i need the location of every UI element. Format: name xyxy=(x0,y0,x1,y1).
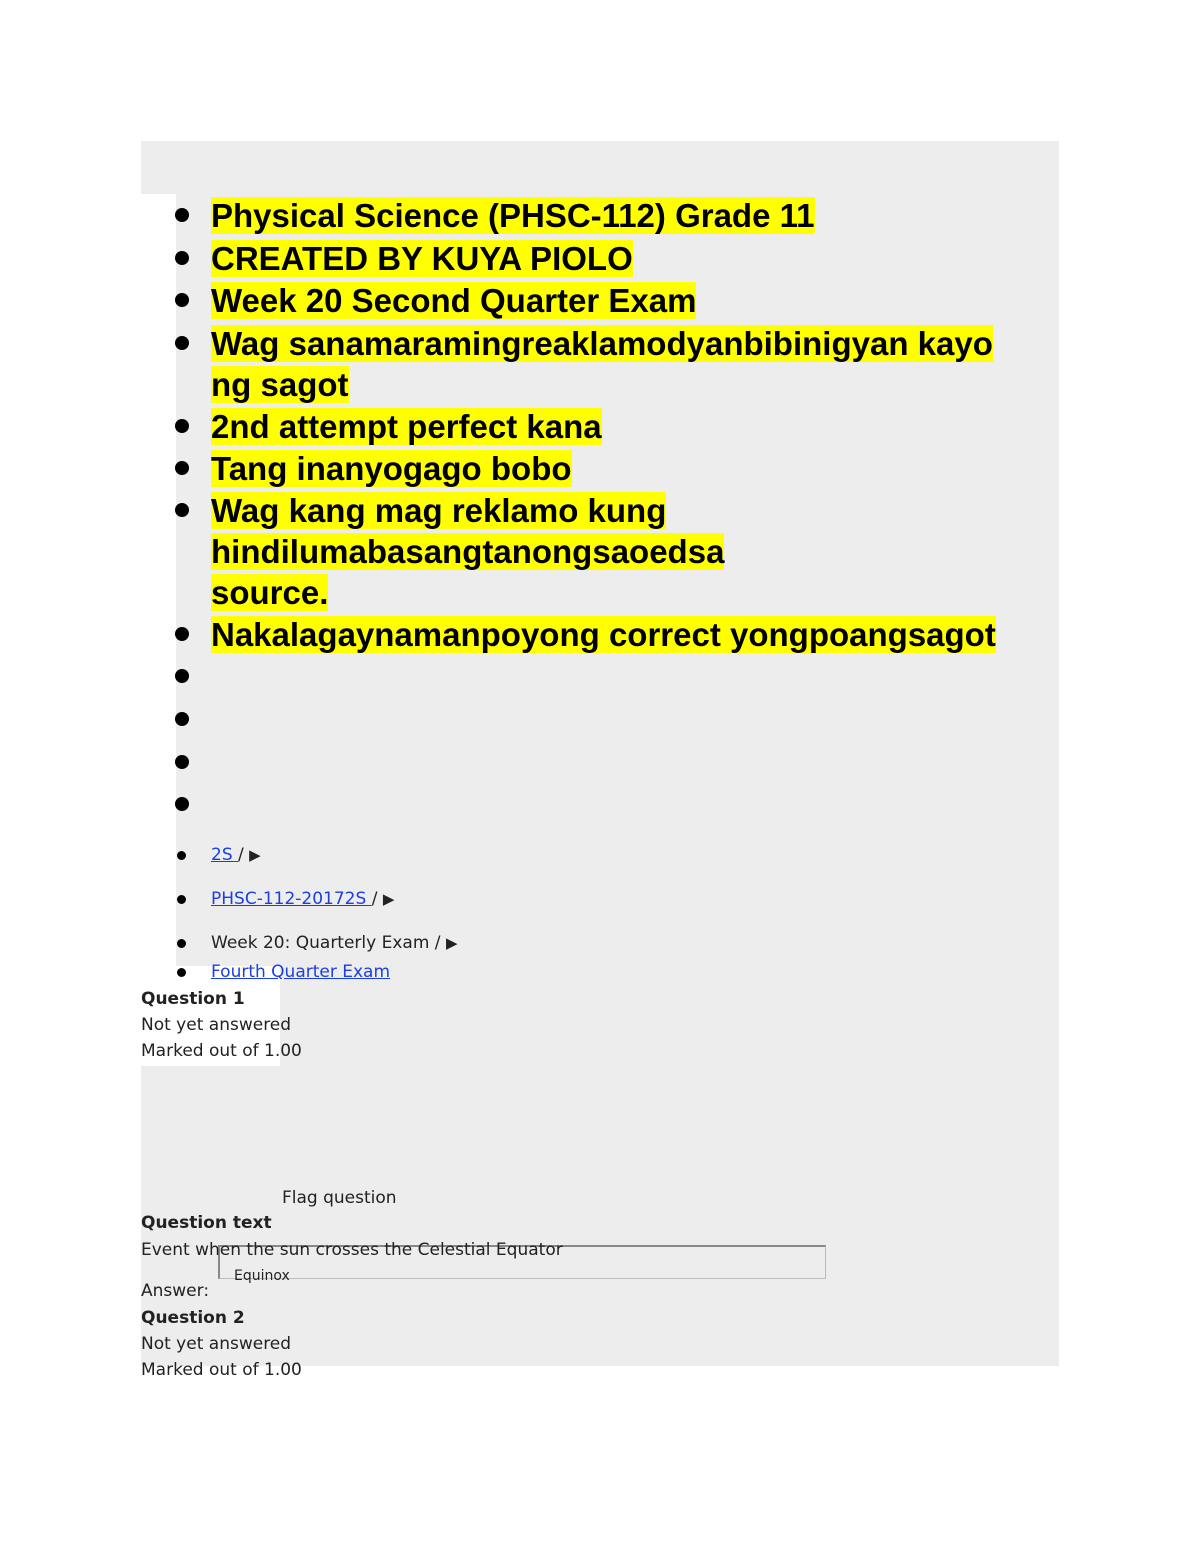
list-bullet xyxy=(175,251,189,265)
list-bullet xyxy=(177,851,186,860)
header-line-1: Physical Science (PHSC-112) Grade 11 xyxy=(211,197,815,234)
list-bullet xyxy=(175,293,189,307)
header-line-7: Wag kang mag reklamo kung xyxy=(211,492,667,529)
header-line-7-cont: hindilumabasangtanongsaoedsa xyxy=(211,533,725,570)
question-1-status: Not yet answered xyxy=(141,1015,292,1035)
breadcrumb-link-course[interactable]: PHSC-112-20172S xyxy=(211,889,372,909)
empty-list-bullet xyxy=(175,669,189,683)
question-2-number: Question 2 xyxy=(141,1308,245,1328)
list-bullet xyxy=(175,461,189,475)
header-line-6: Tang inanyogago bobo xyxy=(211,450,572,487)
list-bullet xyxy=(175,336,189,350)
empty-list-bullet xyxy=(175,712,189,726)
breadcrumb-separator: / xyxy=(434,933,441,953)
question-1-number: Question 1 xyxy=(141,989,245,1009)
breadcrumb-separator: / xyxy=(371,889,378,909)
breadcrumb-link-exam[interactable]: Fourth Quarter Exam xyxy=(211,962,391,982)
header-line-2: CREATED BY KUYA PIOLO xyxy=(211,240,633,277)
list-bullet xyxy=(177,939,186,948)
list-bullet xyxy=(177,895,186,904)
list-bullet xyxy=(175,419,189,433)
empty-list-bullet xyxy=(175,797,189,811)
breadcrumb-link-2s[interactable]: 2S xyxy=(211,845,239,865)
question-1-marks: Marked out of 1.00 xyxy=(141,1041,302,1061)
breadcrumb-item-4 xyxy=(211,961,390,983)
answer-label: Answer: xyxy=(141,1281,210,1301)
question-1-text-label: Question text xyxy=(141,1213,272,1233)
answer-input-value: Equinox xyxy=(234,1268,290,1284)
header-line-5: 2nd attempt perfect kana xyxy=(211,408,602,445)
question-1-text: Event when the sun crosses the Celestial Equator xyxy=(141,1240,563,1260)
list-bullet xyxy=(175,627,189,641)
header-line-4: Wag sanamaramingreaklamodyanbibinigyan kayo xyxy=(211,325,993,362)
breadcrumb-week-label: Week 20: Quarterly Exam xyxy=(211,933,435,953)
question-panel xyxy=(280,966,1059,1366)
breadcrumb-item-1 xyxy=(211,844,261,866)
breadcrumb-item-3 xyxy=(211,932,457,954)
breadcrumb-arrow-icon: ▶ xyxy=(382,890,395,908)
list-bullet xyxy=(177,968,186,977)
header-line-7-end: source. xyxy=(211,574,329,611)
question-2-marks: Marked out of 1.00 xyxy=(141,1360,302,1380)
panel-notch xyxy=(141,194,176,966)
question-2-status: Not yet answered xyxy=(141,1334,292,1354)
flag-question-button[interactable]: Flag question xyxy=(282,1188,397,1208)
header-line-8: Nakalagaynamanpoyong correct yongpoangsagot xyxy=(211,616,996,653)
breadcrumb-item-2 xyxy=(211,888,394,910)
header-line-4-cont: ng sagot xyxy=(211,366,349,403)
list-bullet xyxy=(175,208,189,222)
breadcrumb-arrow-icon: ▶ xyxy=(249,846,261,864)
breadcrumb-arrow-icon: ▶ xyxy=(445,934,458,952)
empty-list-bullet xyxy=(175,755,189,769)
list-bullet xyxy=(175,503,189,517)
breadcrumb-separator: / xyxy=(238,845,244,865)
header-line-3: Week 20 Second Quarter Exam xyxy=(211,282,697,319)
